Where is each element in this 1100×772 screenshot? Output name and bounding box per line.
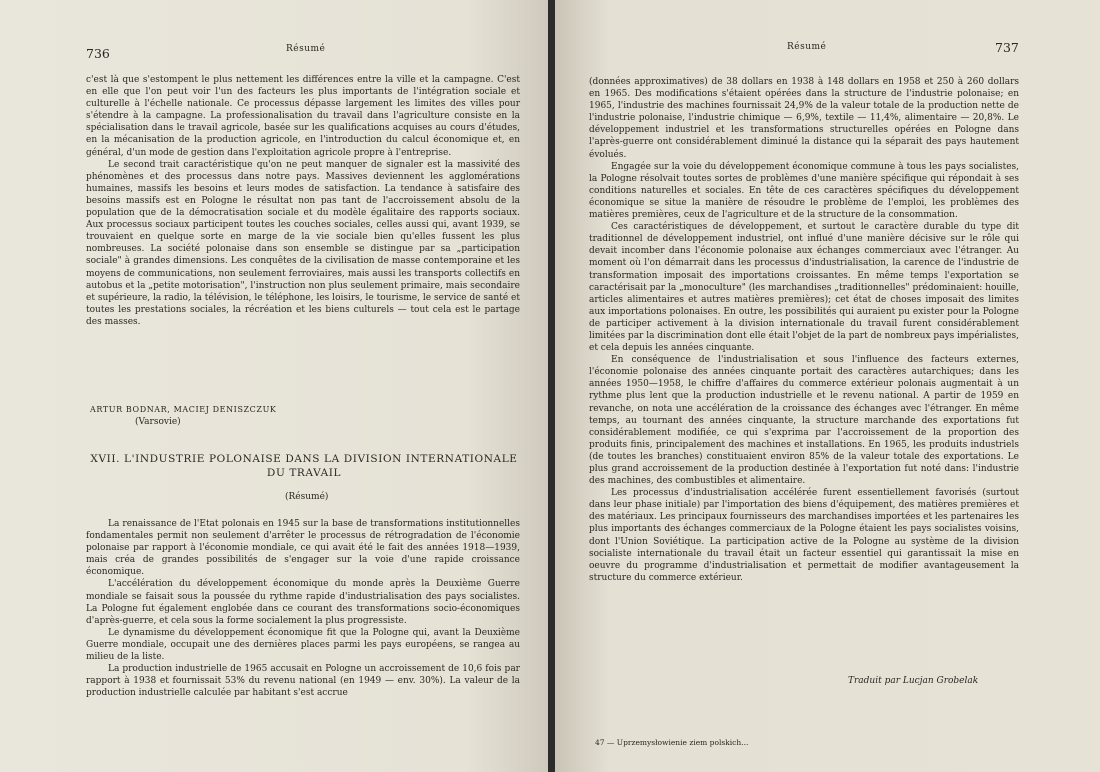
paragraph: (données approximatives) de 38 dollars en 1938 à 148 dollars en 1958 et 250 à 260 dollars en 1965. Des modifications s'étaient opérées dans la structure de l'industrie polonaise; en 1965, l'industrie des machines fournissait 24,9% de la valeur totale de la production nette de l'industrie polonaise, l'industrie chimique — 6,9%, textile — 11,4%, alimentaire — 20,8%. Le développement industriel et les transformations structurelles opérées en Pologne dans l'après-guerre ont considérablement diminué la distance qui la séparait des pays hautement évolués. (589, 77, 1019, 160)
body-text-bottom (86, 518, 520, 699)
paragraph: La production industrielle de 1965 accusait en Pologne un accroissement de 10,6 fois par rapport à 1938 et fournissait 53% du revenu national (en 1949 — env. 30%). La valeur de la production industrielle calculée par habitant s'est accrue (86, 664, 520, 699)
paragraph: La renaissance de l'Etat polonais en 1945 sur la base de transformations institutionnelles fondamentales permit non seulement d'arrêter le processus de rétrogradation de l'économie polonaise par rapport à l'économie mondiale, ce qui avait été le fait des années 1918—1939, mais créa de grandes possibilités de s'engager sur la voie d'une rapide croissance économique. (86, 519, 520, 578)
right-page (555, 0, 1100, 772)
chapter-title-line: XVII. L'INDUSTRIE POLONAISE DANS LA DIVISION INTERNATIONALE (90, 453, 518, 465)
paragraph: c'est là que s'estompent le plus nettement les différences entre la ville et la campagne. C'est en elle que l'on peut voir l'un des facteurs les plus importants de l'intégration sociale et culturelle à l'échelle nationale. Ce processus dépasse largement les limites des villes pour s'étendre à la campagne. La professionalisation du travail dans l'agriculture consiste en la spécialisation dans le travail agricole, basée sur les qualifications acquises au cours d'études, en la mécanisation de la production agricole, en l'introduction du calcul économique et, en général, d'un mode de gestion dans l'exploitation agricole propre à l'entreprise. (86, 75, 520, 158)
translator-credit: Traduit par Lucjan Grobelak (848, 676, 979, 686)
author-location: (Varsovie) (135, 417, 181, 427)
chapter-title (80, 452, 528, 480)
body-text (589, 76, 1019, 584)
paragraph: Le second trait caractéristique qu'on ne peut manquer de signaler est la massivité des phénomènes et des processus dans notre pays. Massives deviennent les agglomérations humaines, massifs les besoins et leurs modes de satisfaction. La tendance à satisfaire des besoins massifs est en Pologne le résultat non pas tant de l'accroissement absolu de la population que de la démocratisation sociale et du modèle égalitaire des rapports sociaux. Aux processus sociaux participent toutes les couches sociales, celles aussi qui, avant 1939, se trouvaient en quelque sorte en marge de la vie sociale bien qu'elles fussent les plus nombreuses. La société polonaise dans son ensemble se distingue par sa „participation sociale" à grandes dimensions. Les conquêtes de la civilisation de masse contemporaine et les moyens de communications, non seulement ferroviaires, mais aussi les transports collectifs en autobus et la „petite motorisation", l'instruction non plus seulement primaire, mais secondaire et supérieure, la radio, la télévision, le téléphone, les loisirs, le tourisme, le service de santé et toutes les prestations sociales, la récréation et les biens culturels — tout cela est le partage des masses. (86, 159, 520, 327)
paragraph: Les processus d'industrialisation accélérée furent essentiellement favorisés (surtout dans leur phase initiale) par l'importation des biens d'équipement, des matières premières et des matériaux. Les principaux fournisseurs des marchandises importées et les partenaires les plus importants des échanges commerciaux de la Pologne étaient les pays socialistes voisins, dont l'Union Soviétique. La participation active de la Pologne au système de la division socialiste internationale du travail était un facteur essentiel qui garantissait la mise en oeuvre du programme d'industrialisation et permettait de modifier avantageusement la structure du commerce extérieur. (589, 488, 1019, 583)
chapter-title-line: DU TRAVAIL (266, 467, 342, 479)
paragraph: Le dynamisme du développement économique fit que la Pologne qui, avant la Deuxième Guerre mondiale, occupait une des dernières places parmi les pays européens, se rangea au milieu de la liste. (86, 627, 520, 663)
page-number: 737 (995, 40, 1019, 55)
paragraph: En conséquence de l'industrialisation et sous l'influence des facteurs externes, l'économie polonaise des années cinquante portait des caractères autarchiques; dans les années 1950—1958, le chiffre d'affaires du commerce extérieur polonais augmentait à un rythme plus lent que la production industrielle et le revenu national. A partir de 1959 en revanche, on nota une accélération de la croissance des échanges avec l'étranger. En même temps, au tournant des années cinquante, la structure marchande des exportations fut considérablement modifiée, ce qui s'exprima par l'accroissement de la proportion des produits finis, principalement des machines et installations. En 1965, les produits industriels (de toutes les branches) constituaient environ 85% de la valeur totale des exportations. Le plus grand accroissement de la production destinée à l'exportation fut noté dans: l'industrie des machines, des combustibles et alimentaire. (589, 355, 1019, 487)
article-authors: ARTUR BODNAR, MACIEJ DENISZCZUK (90, 405, 277, 414)
body-text-top (86, 74, 520, 328)
running-head: Résumé (286, 44, 326, 54)
paragraph: Ces caractéristiques de développement, et surtout le caractère durable du type dit traditionnel de développement industriel, ont influé d'une manière décisive sur le rôle qui devait incomber dans l'économie polonaise aux échanges commerciaux avec l'étranger. Au moment où l'on démarrait dans les processus d'industrialisation, la carence de l'industrie de transformation imposait des importations croissantes. En même temps l'exportation se caractérisait par la „monoculture" (les marchandises „traditionnelles" prédominaient: houille, articles alimentaires et autres matières premières); cet état de choses imposait des limites aux importations polonaises. En outre, les possibilités qui auraient pu exister pour la Pologne de participer activement à la division internationale du travail furent considérablement limitées par la discrimination dont elle était l'objet de la part de nombreux pays impérialistes, et cela depuis les années cinquante. (589, 222, 1019, 354)
page-number: 736 (86, 46, 110, 61)
left-page (0, 0, 548, 772)
running-head: Résumé (787, 42, 827, 52)
paragraph: L'accélération du développement économique du monde après la Deuxième Guerre mondiale se faisait sous la poussée du rythme rapide d'industrialisation des pays socialistes. La Pologne fut également englobée dans ce courant des transformations socio-économiques d'après-guerre, et cela sous la forme socialement la plus progressiste. (86, 579, 520, 626)
footnote: 47 — Uprzemysłowienie ziem polskich... (595, 738, 749, 747)
book-gutter (548, 0, 555, 772)
resume-label: (Résumé) (285, 492, 329, 502)
paragraph: Engagée sur la voie du développement économique commune à tous les pays socialistes, la Pologne résolvait toutes sortes de problèmes d'une manière spécifique qui répondait à ses conditions naturelles et sociales. En tête de ces caractères spécifiques du développement économique se situe la manière de résoudre le problème de l'emploi, les problèmes des matières premières, ceux de l'agriculture et de la structure de la consommation. (589, 161, 1019, 221)
